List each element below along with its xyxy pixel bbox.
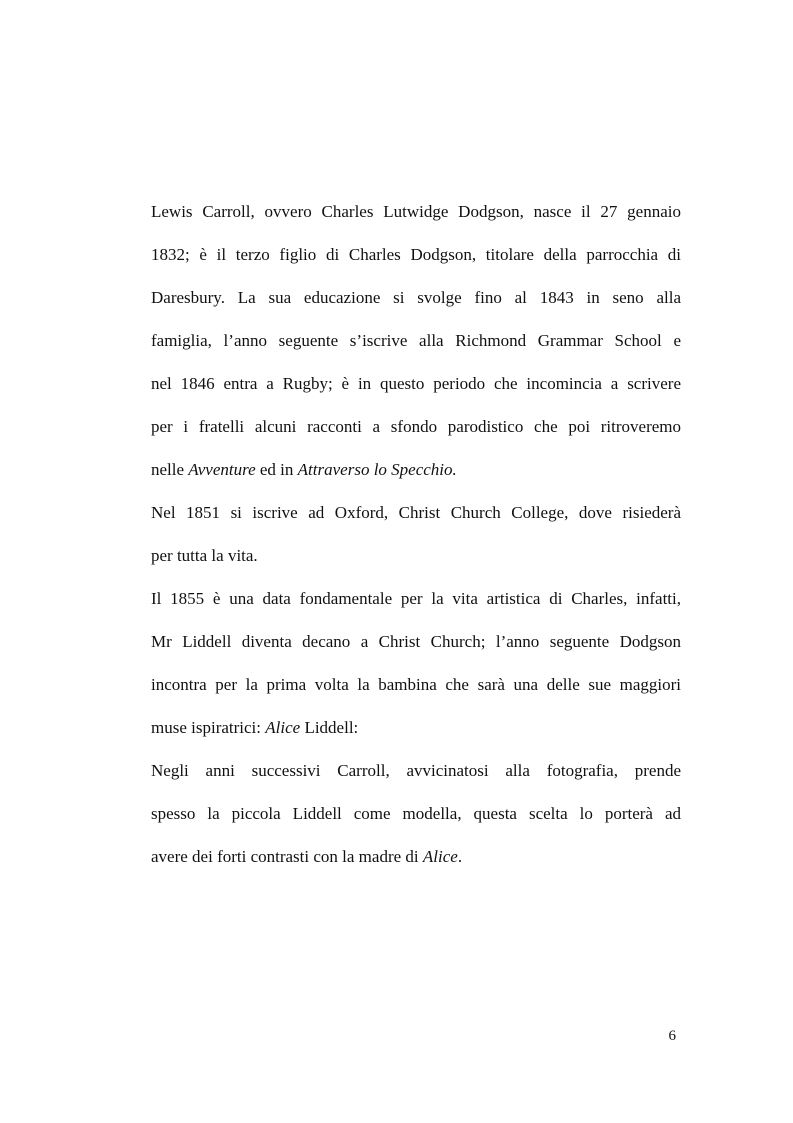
text-line	[151, 839, 681, 882]
body-text	[151, 194, 681, 882]
text-line: famiglia, l’anno seguente s’iscrive alla Richmond Grammar School e	[151, 331, 681, 350]
book-title-attraverso-lo-specchio: Attraverso lo Specchio.	[297, 460, 457, 479]
book-title-avventure: Avventure	[188, 460, 256, 479]
text-run: Liddell:	[300, 718, 359, 737]
text-run: avere dei forti contrasti con la madre di	[151, 847, 423, 866]
text-line: Daresbury. La sua educazione si svolge fino al 1843 in seno alla	[151, 288, 681, 307]
text-line: per tutta la vita.	[151, 546, 258, 565]
text-line: per i fratelli alcuni racconti a sfondo parodistico che poi ritroveremo	[151, 417, 681, 436]
text-line: incontra per la prima volta la bambina che sarà una delle sue maggiori	[151, 675, 681, 694]
text-line: Il 1855 è una data fondamentale per la vita artistica di Charles, infatti,	[151, 589, 681, 608]
text-line: Nel 1851 si iscrive ad Oxford, Christ Church College, dove risiederà	[151, 503, 681, 522]
text-line: nel 1846 entra a Rugby; è in questo periodo che incomincia a scrivere	[151, 374, 681, 393]
text-line: spesso la piccola Liddell come modella, questa scelta lo porterà ad	[151, 804, 681, 823]
text-line: Lewis Carroll, ovvero Charles Lutwidge Dodgson, nasce il 27 gennaio	[151, 202, 681, 221]
page-number: 6	[668, 1028, 676, 1044]
text-line	[151, 710, 681, 753]
text-run: ed in	[255, 460, 298, 479]
text-line: 1832; è il terzo figlio di Charles Dodgson, titolare della parrocchia di	[151, 245, 681, 264]
name-alice: Alice	[422, 847, 458, 866]
text-run: .	[457, 847, 463, 866]
text-line	[151, 452, 681, 495]
text-line: Mr Liddell diventa decano a Christ Church; l’anno seguente Dodgson	[151, 632, 681, 651]
name-alice: Alice	[265, 718, 301, 737]
text-run: nelle	[151, 460, 189, 479]
text-line: Negli anni successivi Carroll, avvicinatosi alla fotografia, prende	[151, 761, 681, 780]
text-run: muse ispiratrici:	[151, 718, 266, 737]
